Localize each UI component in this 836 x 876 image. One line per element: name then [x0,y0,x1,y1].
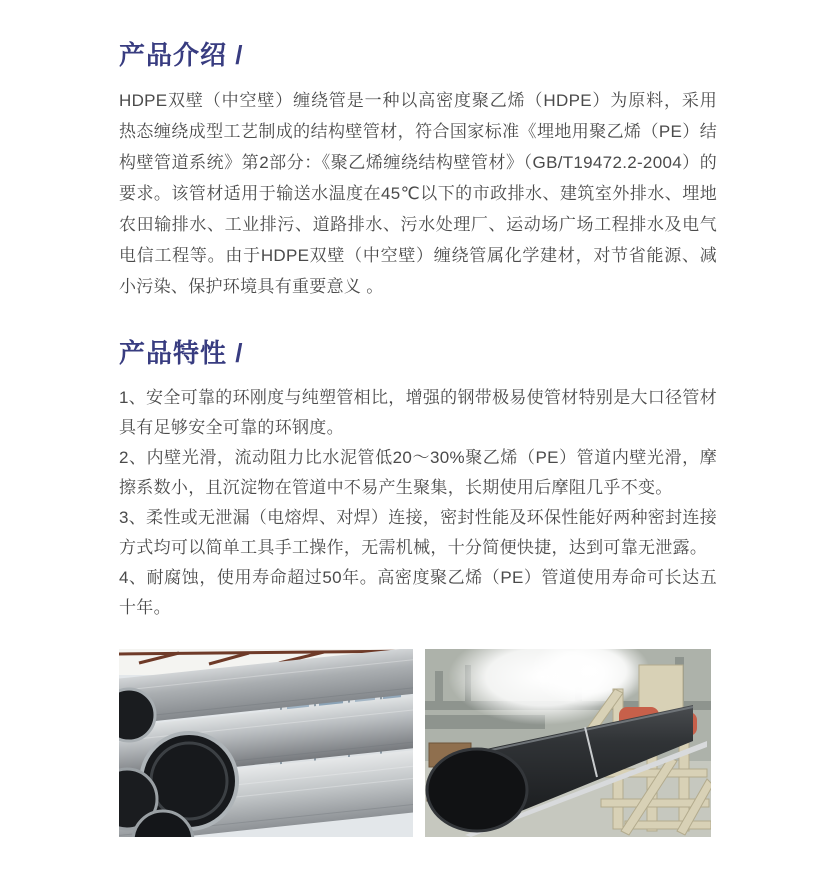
stacked-pipes-illustration [119,649,413,837]
content-column [119,0,717,837]
feature-item-1: 1、安全可靠的环刚度与纯塑管相比，增强的钢带极易使管材特别是大口径管材具有足够安全可靠的环钢度。 [119,388,717,437]
features-list [119,383,717,623]
intro-title-slash: / [235,40,244,70]
production-line-illustration [425,649,711,837]
features-title-slash: / [235,338,244,368]
intro-paragraph: HDPE双壁（中空壁）缠绕管是一种以高密度聚乙烯（HDPE）为原料，采用热态缠绕成型工艺制成的结构壁管材，符合国家标准《埋地用聚乙烯（PE）结构壁管道系统》第2部分：《聚乙烯缠绕结构壁管材》（GB/T19472.2-2004）的要求。该管材适用于输送水温度在45℃以下的市政排水、建筑室外排水、埋地农田输排水、工业排污、道路排水、污水处理厂、运动场广场工程排水及电气电信工程等。由于HDPE双壁（中空壁）缠绕管属化学建材，对节省能源、减小污染、保护环境具有重要意义 。 [119,91,717,296]
feature-item-2: 2、内壁光滑，流动阻力比水泥管低20～30%聚乙烯（PE）管道内壁光滑，摩擦系数小，且沉淀物在管道中不易产生聚集，长期使用后摩阻几乎不变。 [119,448,717,497]
production-line-photo [425,649,711,837]
feature-item-3: 3、柔性或无泄漏（电熔焊、对焊）连接，密封性能及环保性能好两种密封连接方式均可以简单工具手工操作，无需机械，十分简便快捷，达到可靠无泄露。 [119,508,717,557]
feature-item-4: 4、耐腐蚀，使用寿命超过50年。高密度聚乙烯（PE）管道使用寿命可长达五十年。 [119,568,717,617]
intro-title-text: 产品介绍 [119,40,228,70]
intro-section-title [119,40,717,71]
stacked-pipes-photo [119,649,413,837]
intro-section [119,40,717,302]
features-section-title [119,338,717,369]
features-section [119,338,717,623]
photo-gallery [119,649,717,837]
features-title-text: 产品特性 [119,338,228,368]
